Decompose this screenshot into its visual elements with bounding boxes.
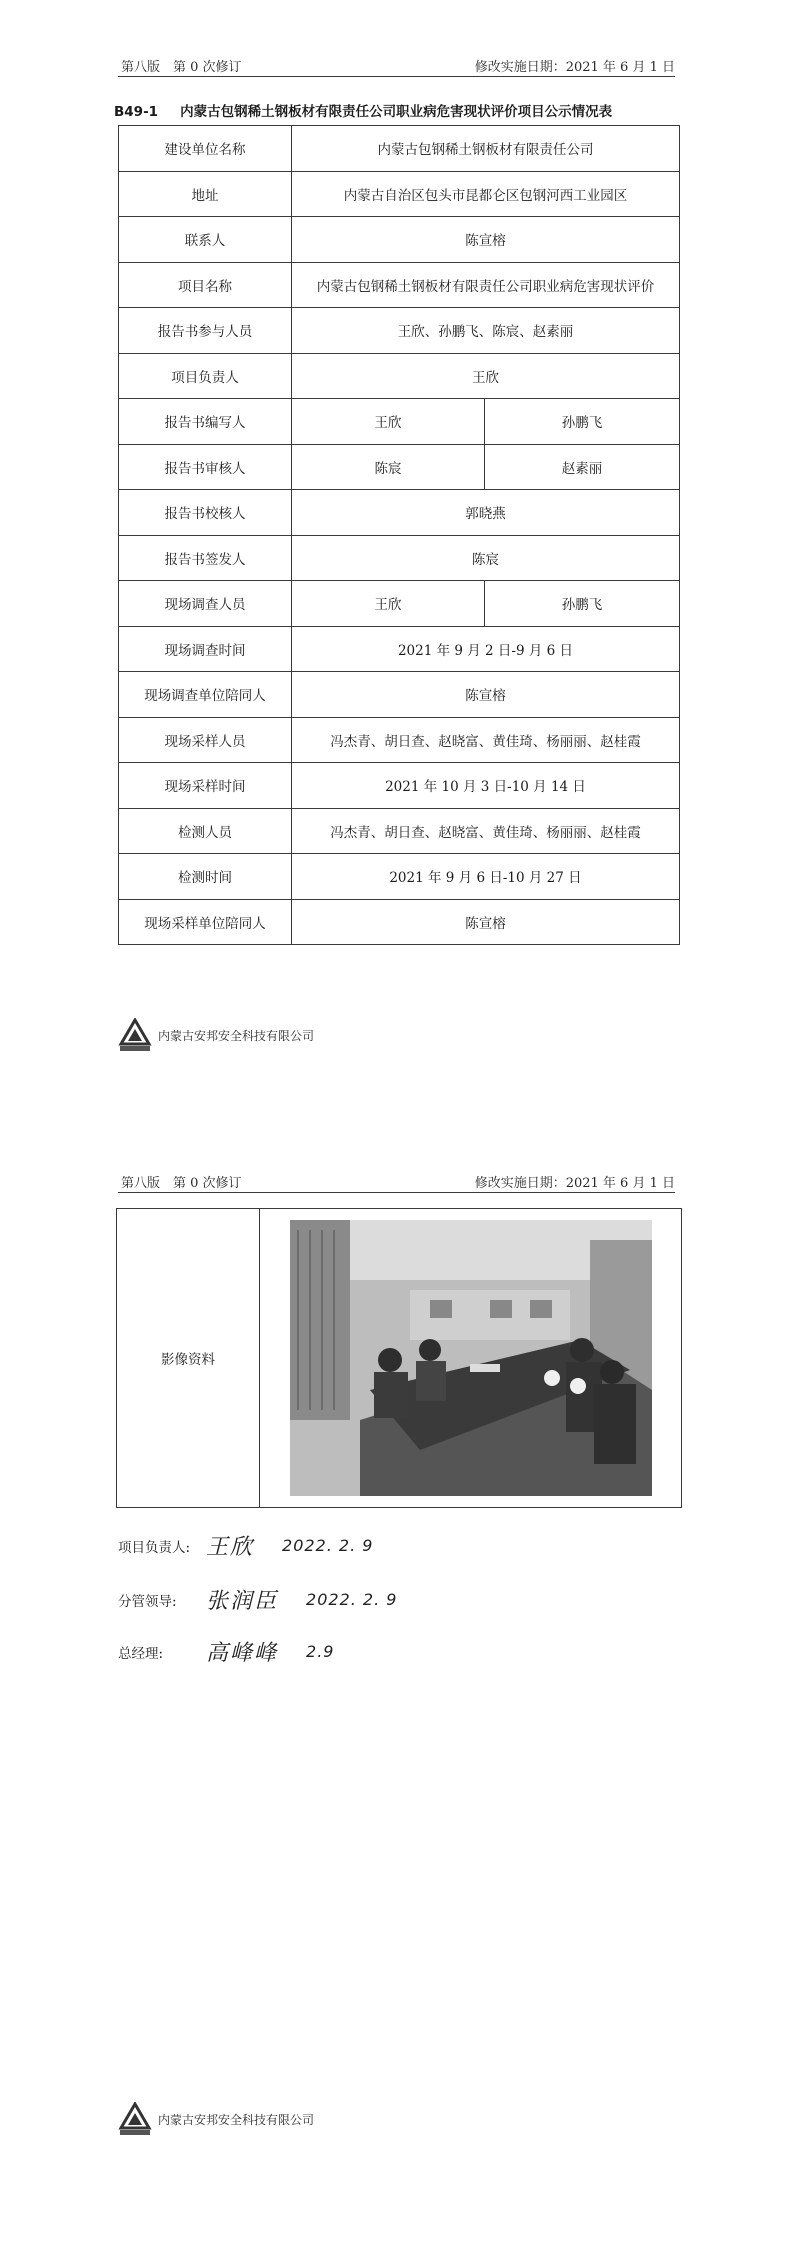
table-code: B49-1 [114, 104, 159, 120]
row-value: 王欣 [292, 353, 680, 399]
table-row [119, 717, 680, 763]
table-row [119, 308, 680, 354]
table-row [119, 262, 680, 308]
header-divider [118, 76, 675, 77]
row-value: 王欣 [292, 581, 485, 627]
row-label: 项目名称 [119, 262, 292, 308]
media-label: 影像资料 [117, 1209, 260, 1508]
footer-company: 内蒙古安邦安全科技有限公司 [158, 2112, 315, 2127]
footer [118, 1018, 314, 1052]
row-label: 报告书审核人 [119, 444, 292, 490]
page-1 [0, 0, 793, 1120]
table-row [119, 672, 680, 718]
row-label: 报告书签发人 [119, 535, 292, 581]
table-row [119, 490, 680, 536]
row-value: 陈宣榕 [292, 899, 680, 945]
footer-company: 内蒙古安邦安全科技有限公司 [158, 1028, 315, 1043]
header-edition: 第八版 第 0 次修订 [121, 1176, 242, 1191]
table-row [119, 808, 680, 854]
table-row [119, 626, 680, 672]
row-value: 王欣 [292, 399, 485, 445]
row-value: 内蒙古包钢稀土钢板材有限责任公司 [292, 126, 680, 172]
row-value: 2021 年 9 月 6 日-10 月 27 日 [292, 854, 680, 900]
row-label: 检测人员 [119, 808, 292, 854]
signature-manager [118, 1636, 334, 1667]
row-value: 2021 年 9 月 2 日-9 月 6 日 [292, 626, 680, 672]
table-row [119, 126, 680, 172]
media-photo-cell [260, 1209, 682, 1508]
row-label: 项目负责人 [119, 353, 292, 399]
row-value: 王欣、孙鹏飞、陈宸、赵素丽 [292, 308, 680, 354]
row-label: 现场采样单位陪同人 [119, 899, 292, 945]
signature-manager-label: 总经理: [118, 1645, 164, 1662]
row-value: 冯杰青、胡日查、赵晓富、黄佳琦、杨丽丽、赵桂霞 [292, 808, 680, 854]
table-row [119, 444, 680, 490]
table-row [119, 854, 680, 900]
row-label: 联系人 [119, 217, 292, 263]
row-value: 2021 年 10 月 3 日-10 月 14 日 [292, 763, 680, 809]
header-divider [118, 1192, 675, 1193]
row-value: 内蒙古自治区包头市昆都仑区包钢河西工业园区 [292, 171, 680, 217]
row-label: 建设单位名称 [119, 126, 292, 172]
row-value: 陈宣榕 [292, 217, 680, 263]
signature-leader [118, 1530, 373, 1561]
row-value: 孙鹏飞 [485, 399, 680, 445]
signature-leader-name: 王欣 [206, 1535, 255, 1560]
row-label: 现场调查人员 [119, 581, 292, 627]
row-value: 内蒙古包钢稀土钢板材有限责任公司职业病危害现状评价 [292, 262, 680, 308]
header-date: 修改实施日期：2021 年 6 月 1 日 [474, 1176, 675, 1191]
signature-manager-date: 2.9 [306, 1642, 335, 1661]
row-label: 报告书编写人 [119, 399, 292, 445]
row-label: 报告书校核人 [119, 490, 292, 536]
row-value: 陈宣榕 [292, 672, 680, 718]
table-title [114, 100, 612, 120]
meeting-photo [290, 1220, 652, 1496]
table-row [119, 763, 680, 809]
signature-supervisor-date: 2022. 2. 9 [306, 1590, 398, 1609]
signature-leader-label: 项目负责人: [118, 1539, 191, 1556]
table-row [119, 353, 680, 399]
row-label: 现场采样人员 [119, 717, 292, 763]
row-value: 陈宸 [292, 444, 485, 490]
table-row [119, 171, 680, 217]
signature-leader-date: 2022. 2. 9 [282, 1536, 374, 1555]
table-row [117, 1209, 682, 1508]
row-value: 冯杰青、胡日查、赵晓富、黄佳琦、杨丽丽、赵桂霞 [292, 717, 680, 763]
signature-supervisor-label: 分管领导: [118, 1593, 177, 1610]
table-row [119, 581, 680, 627]
row-value: 赵素丽 [485, 444, 680, 490]
row-label: 检测时间 [119, 854, 292, 900]
table-row [119, 535, 680, 581]
table-row [119, 217, 680, 263]
row-value: 陈宸 [292, 535, 680, 581]
row-value: 孙鹏飞 [485, 581, 680, 627]
table-row [119, 399, 680, 445]
row-label: 现场采样时间 [119, 763, 292, 809]
table-title-text: 内蒙古包钢稀土钢板材有限责任公司职业病危害现状评价项目公示情况表 [180, 104, 613, 120]
row-label: 报告书参与人员 [119, 308, 292, 354]
signature-supervisor-name: 张润臣 [206, 1589, 279, 1614]
page-2 [0, 1120, 793, 2244]
row-value: 郭晓燕 [292, 490, 680, 536]
signature-supervisor [118, 1584, 397, 1615]
header-edition: 第八版 第 0 次修订 [121, 60, 242, 75]
row-label: 地址 [119, 171, 292, 217]
media-table [116, 1208, 682, 1508]
company-logo-icon [118, 2102, 152, 2136]
company-logo-icon [118, 1018, 152, 1052]
row-label: 现场调查单位陪同人 [119, 672, 292, 718]
table-row [119, 899, 680, 945]
row-label: 现场调查时间 [119, 626, 292, 672]
signature-manager-name: 高峰峰 [206, 1641, 279, 1666]
info-table [118, 125, 680, 945]
header-date: 修改实施日期：2021 年 6 月 1 日 [474, 60, 675, 75]
footer [118, 2102, 314, 2136]
